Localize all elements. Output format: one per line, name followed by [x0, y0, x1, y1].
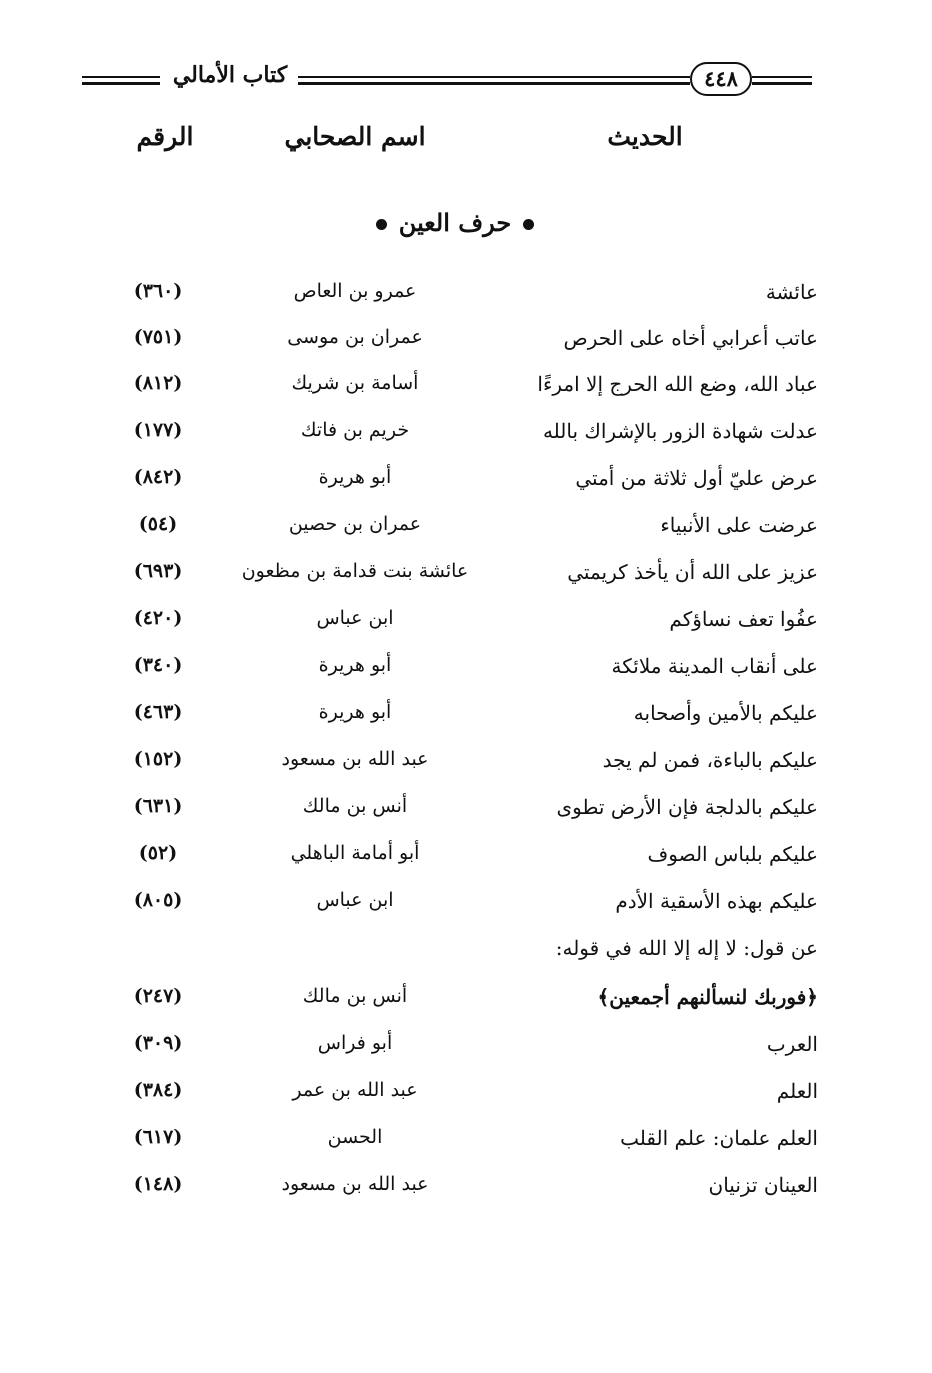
table-row — [0, 985, 932, 1025]
hadith-number: (٨٤٢) — [133, 466, 183, 488]
table-row — [0, 419, 932, 459]
table-row — [0, 372, 932, 412]
table-row — [0, 513, 932, 553]
sahabi-name: عمران بن موسى — [287, 326, 423, 348]
hadith-text: عزيز على الله أن يأخذ كريمتي — [567, 560, 818, 584]
hadith-number: (٦٣١) — [133, 795, 183, 817]
hadith-text: عرضت على الأنبياء — [660, 513, 818, 537]
hadith-number: (٣٠٩) — [133, 1032, 183, 1054]
table-row — [0, 654, 932, 694]
hadith-number: (١٥٢) — [133, 748, 183, 770]
page-number: ٤٤٨ — [690, 62, 752, 96]
hadith-number: (٣٨٤) — [133, 1079, 183, 1101]
header-rule-middle — [298, 76, 690, 85]
section-title-text: حرف العين — [398, 208, 512, 237]
hadith-number: (٦٩٣) — [133, 560, 183, 582]
table-row — [0, 607, 932, 647]
hadith-number: (٣٤٠) — [133, 654, 183, 676]
table-row — [0, 936, 932, 976]
sahabi-name: أبو أمامة الباهلي — [290, 842, 420, 864]
hadith-number: (٢٤٧) — [133, 985, 183, 1007]
table-row — [0, 795, 932, 835]
table-row — [0, 701, 932, 741]
sahabi-name: أبو هريرة — [318, 654, 392, 676]
hadith-text: العلم — [776, 1079, 818, 1103]
hadith-number: (٦١٧) — [133, 1126, 183, 1148]
book-title: كتاب الأمالي — [172, 62, 288, 88]
hadith-text: عليكم بالباءة، فمن لم يجد — [602, 748, 818, 772]
sahabi-name: ابن عباس — [316, 889, 394, 911]
sahabi-name: خريم بن فاتك — [300, 419, 410, 441]
sahabi-name: أسامة بن شريك — [291, 372, 419, 394]
header-rule-right — [752, 76, 812, 85]
hadith-number: (٨١٢) — [133, 372, 183, 394]
table-row — [0, 842, 932, 882]
hadith-text: عليكم بالأمين وأصحابه — [633, 701, 818, 725]
hadith-number: (١٧٧) — [133, 419, 183, 441]
sahabi-name: عمران بن حصين — [288, 513, 422, 535]
table-row — [0, 1032, 932, 1072]
hadith-number: (١٤٨) — [133, 1173, 183, 1195]
sahabi-name: أنس بن مالك — [302, 985, 408, 1007]
sahabi-name: الحسن — [327, 1126, 383, 1148]
hadith-number: (٣٦٠) — [133, 280, 183, 302]
hadith-text: عن قول: لا إله إلا الله في قوله: — [555, 936, 818, 960]
column-header-hadith: الحديث — [607, 122, 683, 151]
bullet-icon — [376, 219, 387, 230]
hadith-text: عرض عليّ أول ثلاثة من أمتي — [575, 466, 818, 490]
hadith-text: عفُوا تعف نساؤكم — [669, 607, 818, 631]
table-row — [0, 1079, 932, 1119]
sahabi-name: عبد الله بن مسعود — [281, 748, 429, 770]
hadith-number: (٨٠٥) — [133, 889, 183, 911]
bullet-icon — [523, 219, 534, 230]
hadith-number: (٧٥١) — [133, 326, 183, 348]
table-row — [0, 326, 932, 366]
hadith-number: (٥٤) — [138, 513, 178, 535]
sahabi-name: عائشة بنت قدامة بن مظعون — [241, 560, 469, 582]
table-row — [0, 280, 932, 320]
hadith-number: (٤٢٠) — [133, 607, 183, 629]
sahabi-name: أنس بن مالك — [302, 795, 408, 817]
sahabi-name: عبد الله بن مسعود — [281, 1173, 429, 1195]
hadith-text: عاتب أعرابي أخاه على الحرص — [563, 326, 818, 350]
quran-verse: ﴿فوربك لنسألنهم أجمعين﴾ — [597, 985, 818, 1009]
hadith-text: عباد الله، وضع الله الحرج إلا امرءًا — [537, 372, 818, 396]
hadith-text: على أنقاب المدينة ملائكة — [611, 654, 818, 678]
table-row — [0, 889, 932, 929]
section-title — [340, 208, 570, 237]
hadith-text: عليكم بلباس الصوف — [647, 842, 818, 866]
table-row — [0, 560, 932, 600]
table-row — [0, 1173, 932, 1213]
hadith-text: عليكم بالدلجة فإن الأرض تطوى — [556, 795, 818, 819]
hadith-text: العلم علمان: علم القلب — [620, 1126, 818, 1150]
sahabi-name: عبد الله بن عمر — [292, 1079, 418, 1101]
hadith-text: عليكم بهذه الأسقية الأدم — [615, 889, 818, 913]
table-row — [0, 466, 932, 506]
hadith-text: العينان تزنيان — [708, 1173, 818, 1197]
hadith-text: عائشة — [765, 280, 818, 304]
hadith-number: (٤٦٣) — [133, 701, 183, 723]
hadith-text: عدلت شهادة الزور بالإشراك بالله — [542, 419, 818, 443]
sahabi-name: أبو فراس — [317, 1032, 393, 1054]
table-row — [0, 1126, 932, 1166]
table-row — [0, 748, 932, 788]
sahabi-name: أبو هريرة — [318, 701, 392, 723]
sahabi-name: ابن عباس — [316, 607, 394, 629]
column-header-number: الرقم — [136, 122, 194, 151]
hadith-text: العرب — [766, 1032, 818, 1056]
hadith-number: (٥٢) — [138, 842, 178, 864]
header-rule-left — [82, 76, 160, 85]
column-header-sahabi: اسم الصحابي — [284, 122, 426, 151]
sahabi-name: أبو هريرة — [318, 466, 392, 488]
sahabi-name: عمرو بن العاص — [293, 280, 417, 302]
